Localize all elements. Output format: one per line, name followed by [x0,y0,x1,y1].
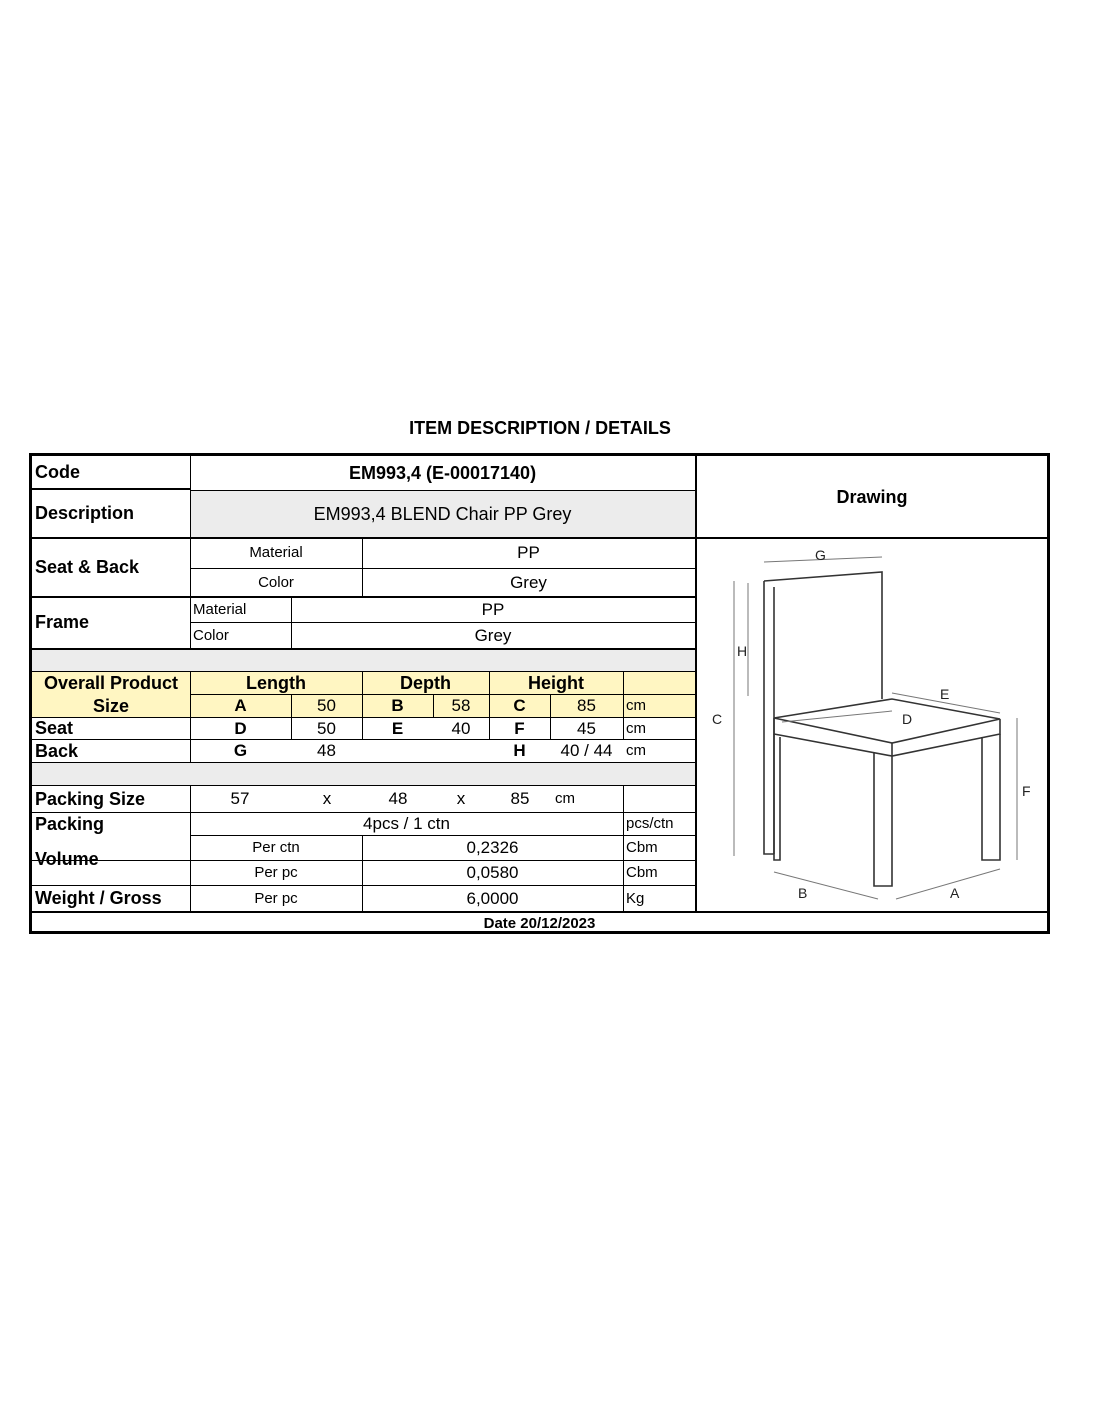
overall-size-label-2: Size [92,695,130,716]
frame-label: Frame [35,612,90,632]
frame-material-label: Material [193,600,247,618]
frame-color-label: Color [193,626,229,644]
drawing-header: Drawing [836,486,908,507]
back-h-letter: H [513,741,526,760]
overall-unit: cm [626,697,646,714]
dimension-lines [734,557,1017,899]
dim-label-c: C [712,711,723,727]
seat-back-material-value: PP [517,543,540,562]
packing-x-1: x [322,789,332,808]
description-label: Description [35,502,135,523]
volume-per-pc-label: Per pc [254,864,298,881]
volume-per-ctn-value: 0,2326 [466,838,519,857]
code-label: Code [35,462,80,482]
back-label: Back [35,740,79,761]
dim-label-f: F [1022,783,1031,799]
overall-c-letter: C [513,696,526,715]
volume-per-pc-value: 0,0580 [466,863,519,882]
description-value: EM993,4 BLEND Chair PP Grey [313,503,572,524]
overall-c-value: 85 [577,696,596,715]
back-h-value: 40 / 44 [560,741,613,760]
volume-per-ctn-unit: Cbm [626,839,658,856]
seat-back-label: Seat & Back [35,556,140,577]
seat-unit: cm [626,719,646,737]
dim-label-b: B [798,885,808,901]
volume-label: Volume [35,849,99,869]
overall-b-letter: B [391,696,404,715]
seat-back-color-value: Grey [510,572,547,592]
packing-length: 57 [230,789,250,808]
packing-value: 4pcs / 1 ctn [363,814,450,833]
seat-label: Seat [35,718,74,738]
seat-f-letter: F [514,718,525,738]
frame-color-value: Grey [474,625,512,645]
depth-header: Depth [400,672,451,693]
volume-per-ctn-label: Per ctn [252,839,300,856]
weight-label: Weight / Gross [35,888,162,908]
overall-b-value: 58 [451,696,471,715]
weight-per-pc-label: Per pc [254,889,298,907]
document-title: ITEM DESCRIPTION / DETAILS [409,418,671,438]
dim-label-h: H [737,643,748,659]
packing-x-2: x [456,789,466,808]
dim-label-a: A [950,885,960,901]
seat-d-letter: D [234,718,247,738]
overall-a-value: 50 [317,696,336,715]
chair-drawing [32,456,1047,911]
seat-back-material-label: Material [249,544,303,561]
overall-size-label-1: Overall Product [43,672,179,693]
seat-e-letter: E [391,718,404,738]
packing-size-label: Packing Size [35,788,146,809]
dim-label-g: G [815,547,826,563]
packing-label: Packing [35,813,105,834]
seat-d-value: 50 [317,718,336,738]
packing-size-unit: cm [555,790,575,807]
dim-label-d: D [902,711,913,727]
date-footer: Date 20/12/2023 [483,915,596,932]
packing-unit: pcs/ctn [626,815,674,832]
volume-per-pc-unit: Cbm [626,864,658,881]
weight-unit: Kg [626,889,645,907]
back-unit: cm [626,742,646,759]
seat-back-color-label: Color [258,573,294,591]
frame-material-value: PP [481,599,505,619]
height-header: Height [528,672,584,693]
code-value: EM993,4 (E-00017140) [348,463,537,483]
item-details-table [29,453,1050,934]
weight-per-pc-value: 6,0000 [466,888,519,908]
seat-f-value: 45 [577,718,596,738]
back-g-value: 48 [317,741,336,760]
chair-outline [764,572,1000,886]
overall-a-letter: A [234,696,247,715]
dim-label-e: E [940,686,950,702]
packing-width: 48 [388,789,408,808]
packing-height: 85 [510,789,530,808]
seat-e-value: 40 [451,718,471,738]
length-header: Length [246,672,306,693]
back-g-letter: G [233,741,248,760]
